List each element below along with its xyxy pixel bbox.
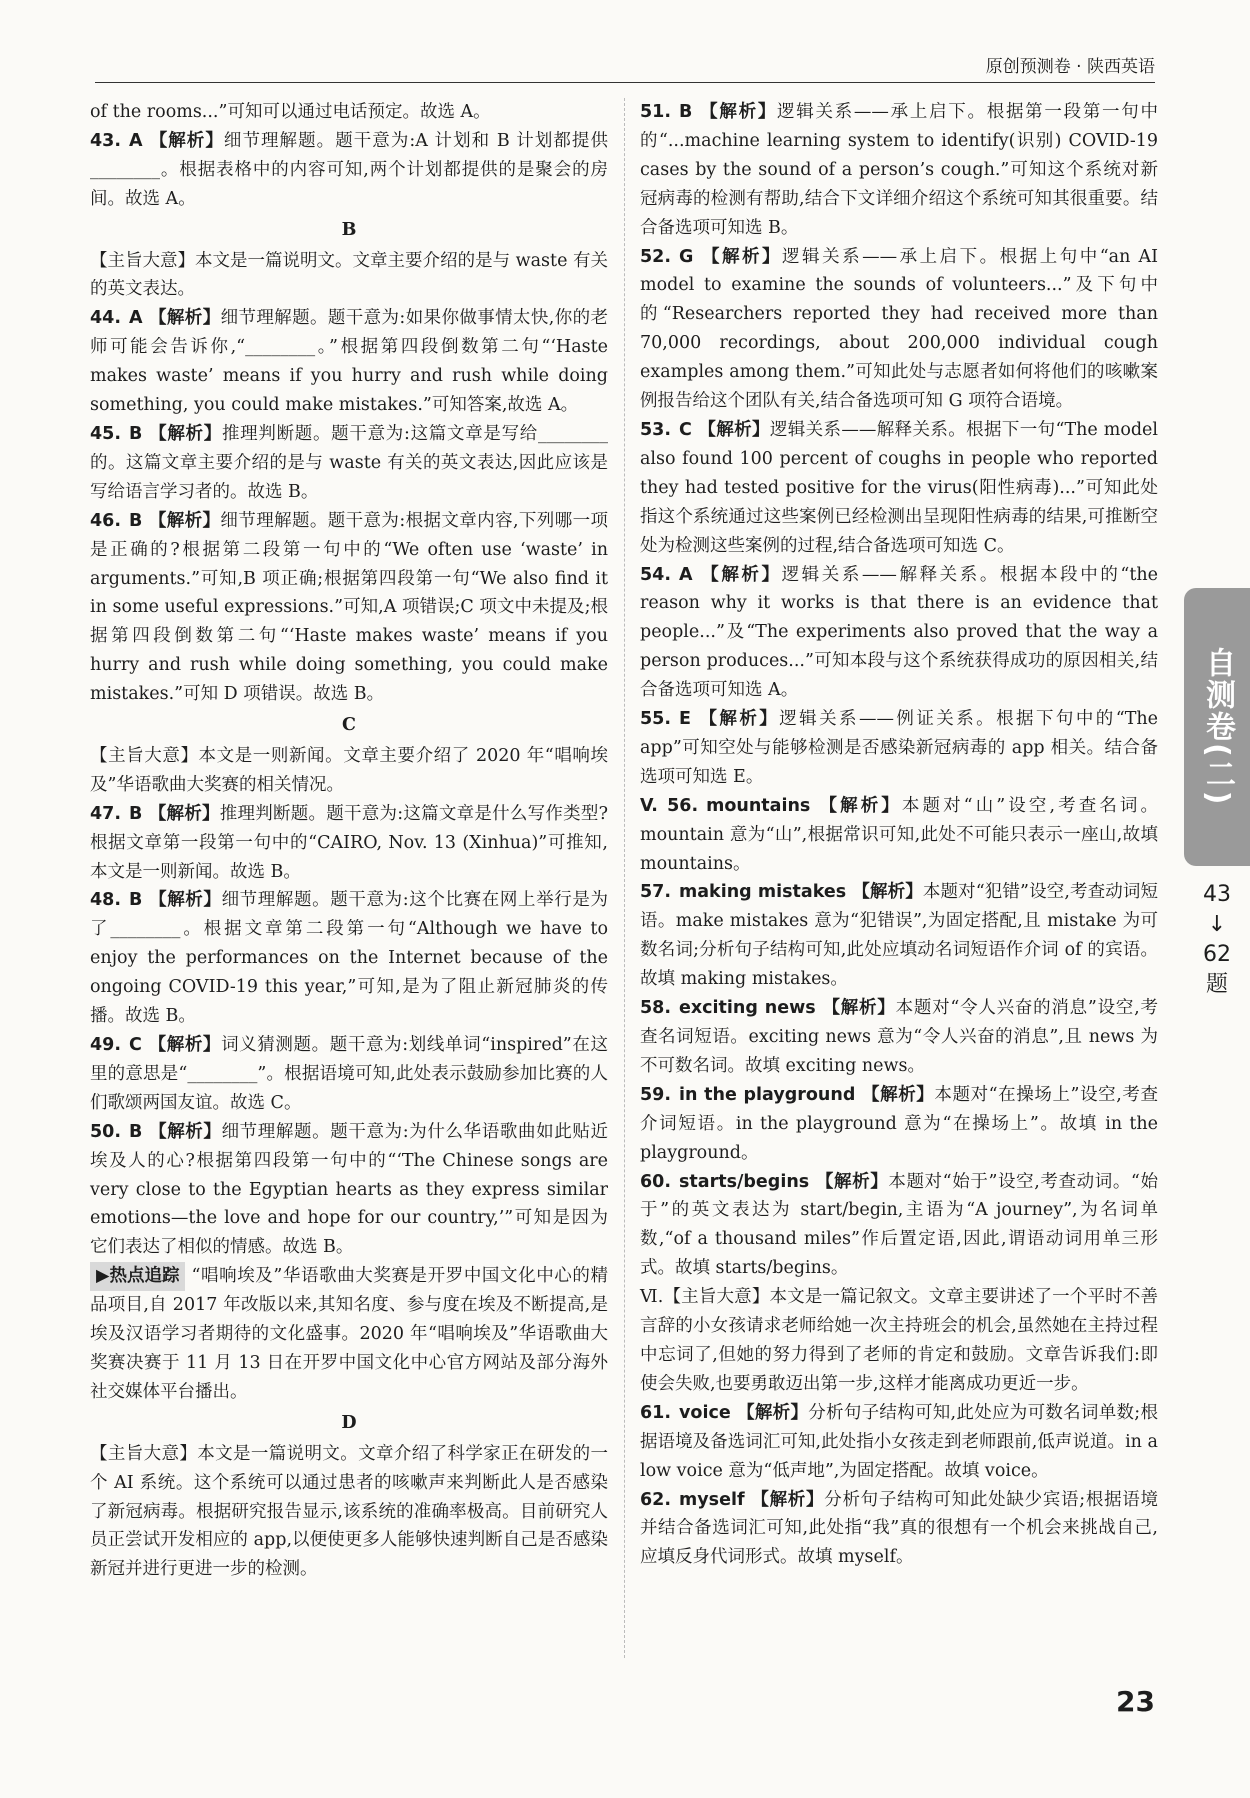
answer-item [90, 420, 608, 507]
right-column [640, 98, 1158, 1572]
answer-item [90, 886, 608, 1031]
answer-tag: B 【解析】 [129, 803, 220, 824]
answer-tag: in the playground 【解析】 [679, 1084, 935, 1105]
column-divider [624, 98, 625, 1658]
answer-tag: A 【解析】 [129, 308, 221, 329]
answer-tag: C 【解析】 [129, 1035, 222, 1055]
question-number: 55. [640, 709, 672, 730]
explanation-text: 细节理解题。题干意为:根据文章内容,下列哪一项是正确的?根据第二段第一句中的“We often use ‘waste’ in arguments.”可知,B 项正确;根据第四段第一句“We also find it in some useful expressions.”可知,A 项错误;C 项文中未提及;根据第四段倒数第二句“‘Haste makes waste’ means if you hurry and rush while doing something, you could make mistakes.”可知 D 项错误。故选 B。 [90, 510, 608, 705]
range-suffix: 题 [1205, 972, 1228, 997]
explanation-text: 细节理解题。题干意为:为什么华语歌曲如此贴近埃及人的心?根据第四段第一句中的“‘The Chinese songs are very close to the Egyptian hearts as they express similar emotions—the love and hope for our country,’”可知是因为它们表达了相似的情感。故选 B。 [90, 1121, 608, 1258]
explanation-text: 本题对“始于”设空,考查动词。“始于”的英文表达为 start/begin,主语为“A journey”,为名词单数,“of a thousand miles”作后置定语,因此,谓语动词用单三形式。故填 starts/begins。 [640, 1171, 1158, 1279]
explanation-text: 逻辑关系——解释关系。根据本段中的“the reason why it works is that there is an evidence that people...”及“The experiments also proved that the way a person produces...”可知本段与这个系统获得成功的原因相关,结合备选项可知选 A。 [640, 564, 1159, 701]
range-end: 62 [1203, 942, 1231, 967]
page-header: 原创预测卷 · 陕西英语 [985, 57, 1155, 77]
question-number: 57. [640, 882, 672, 903]
answer-item [90, 507, 608, 709]
explanation-text: 本题对“令人兴奋的消息”设空,考查名词短语。exciting news 意为“令人兴奋的消息”,且 news 为不可数名词。故填 exciting news。 [640, 998, 1158, 1076]
answer-tag: B 【解析】 [129, 510, 221, 531]
range-start: 43 [1203, 882, 1231, 907]
answer-item [90, 304, 608, 420]
question-number: 53. [640, 419, 672, 440]
answer-item [640, 561, 1158, 706]
question-number: 43. [90, 130, 122, 151]
explanation-text: 逻辑关系——承上启下。根据上句中“an AI model to examine the sounds of volunteers...”及下句中的“Researchers reported they had received more than 70,000 recordings, about 200,000 individual cough examples among them.”可知此处与志愿者如何将他们的咳嗽案例报告给这个团队有关,结合备选项可知 G 项符合语境。 [640, 246, 1159, 412]
hot-topic-text: “唱响埃及”华语歌曲大奖赛是开罗中国文化中心的精品项目,自 2017 年改版以来,其知名度、参与度在埃及不断提高,是埃及汉语学习者期待的文化盛事。2020 年“唱响埃及”华语歌曲大奖赛决赛于 11 月 13 日在开罗中国文化中心官方网站及部分海外社交媒体平台播出。 [90, 1266, 608, 1402]
answer-tag: E 【解析】 [679, 709, 780, 730]
question-number: 59. [640, 1084, 672, 1105]
section-heading: C [342, 715, 356, 736]
side-tab-label: 自测卷(二) [1200, 647, 1235, 807]
question-number: 52. [640, 246, 672, 267]
side-tab [1184, 588, 1250, 866]
answer-tag: A 【解析】 [129, 130, 224, 151]
answer-tag: A 【解析】 [679, 564, 782, 585]
explanation-text: 推理判断题。题干意为:这篇文章是写给________的。这篇文章主要介绍的是与 waste 有关的英文表达,因此应该是写给语言学习者的。故选 B。 [90, 423, 608, 502]
answer-tag: myself 【解析】 [679, 1489, 825, 1510]
explanation-text: 细节理解题。题干意为:A 计划和 B 计划都提供________。根据表格中的内容可知,两个计划都提供的是聚会的房间。故选 A。 [90, 130, 608, 209]
answer-tag: G 【解析】 [679, 246, 783, 267]
hot-topic-tag: ▶热点追踪 [90, 1262, 185, 1291]
summary-paragraph: 【主旨大意】本文是一则新闻。文章主要介绍了 2020 年“唱响埃及”华语歌曲大奖赛的相关情况。 [90, 745, 608, 795]
hot-topic-box [90, 1262, 608, 1407]
answer-item [640, 1168, 1158, 1284]
answer-item [640, 98, 1158, 243]
answer-item [90, 127, 608, 214]
explanation-text: 推理判断题。题干意为:这篇文章是什么写作类型?根据文章第一段第一句中的“CAIRO, Nov. 13 (Xinhua)”可推知,本文是一则新闻。故选 B。 [90, 803, 608, 882]
question-number: 60. [640, 1171, 672, 1192]
page-number: 23 [1116, 1685, 1155, 1718]
answer-item [640, 416, 1158, 561]
answer-tag: making mistakes 【解析】 [679, 882, 923, 903]
answer-tag: B 【解析】 [679, 102, 778, 122]
explanation-text: 本题对“山”设空,考查名词。mountain 意为“山”,根据常识可知,此处不可能只表示一座山,故填 mountains。 [640, 795, 1158, 874]
question-number: 48. [90, 890, 122, 911]
answer-item [640, 705, 1158, 792]
answer-item [640, 1399, 1158, 1486]
answer-item [640, 1081, 1158, 1168]
question-number: 54. [640, 564, 672, 585]
header-rule [95, 82, 1155, 83]
explanation-text: 本题对“犯错”设空,考查动词短语。make mistakes 意为“犯错误”,为固定搭配,且 mistake 为可数名词;分析句子结构可知,此处应填动名词短语作介词 of 的宾语。故填 making mistakes。 [640, 882, 1158, 990]
question-number: 47. [90, 803, 122, 824]
answer-item [90, 1031, 608, 1118]
question-number: 62. [640, 1489, 672, 1510]
answer-item [90, 800, 608, 887]
answer-item [640, 792, 1158, 879]
explanation-text: 词义猜测题。题干意为:划线单词“inspired”在这里的意思是“________”。根据语境可知,此处表示鼓励参加比赛的人们歌颂两国友谊。故选 C。 [90, 1035, 608, 1113]
question-number: 61. [640, 1402, 672, 1423]
answer-item [90, 1118, 608, 1263]
answer-item [640, 878, 1158, 994]
question-number: 44. [90, 308, 122, 329]
question-number: 49. [90, 1035, 122, 1055]
question-number: 45. [90, 423, 122, 444]
explanation-text: 逻辑关系——解释关系。根据下一句“The model also found 100 percent of coughs in people who reported they had tested positive for the virus(阳性病毒)...”可知此处指这个系统通过这些案例已经检测出呈现阳性病毒的结果,可推断空处为检测这些案例的过程,结合备选项可知选 C。 [640, 419, 1159, 556]
section-heading: D [341, 1412, 357, 1433]
explanation-text: 逻辑关系——承上启下。根据第一段第一句中的“...machine learning system to identify(识别) COVID-19 cases by the sound of a person’s cough.”可知这个系统对新冠病毒的检测有帮助,结合下文详细介绍这个系统可知其很重要。结合备选项可知选 B。 [640, 102, 1158, 238]
answer-item [640, 243, 1158, 416]
explanation-text: 本题对“在操场上”设空,考查介词短语。in the playground 意为“在操场上”。故填 in the playground。 [640, 1084, 1158, 1163]
down-arrow-icon: ↓ [1207, 912, 1227, 937]
answer-item [640, 1486, 1158, 1573]
answer-tag: starts/begins 【解析】 [679, 1171, 889, 1192]
answer-tag: B 【解析】 [129, 423, 222, 444]
answer-tag: mountains 【解析】 [706, 795, 902, 816]
answer-tag: C 【解析】 [679, 419, 770, 440]
explanation-text: 分析句子结构可知,此处应为可数名词单数;根据语境及备选词汇可知,此处指小女孩走到老师跟前,低声说道。in a low voice 意为“低声地”,为固定搭配。故填 voice。 [640, 1402, 1158, 1481]
question-number: 50. [90, 1121, 122, 1142]
explanation-text: 逻辑关系——例证关系。根据下句中的“The app”可知空处与能够检测是否感染新冠病毒的 app 相关。结合备选项可知选 E。 [640, 709, 1158, 787]
answer-tag: B 【解析】 [129, 1121, 222, 1142]
paragraph: of the rooms...”可知可以通过电话预定。故选 A。 [90, 102, 491, 122]
question-range [1192, 880, 1242, 1000]
answer-item [640, 994, 1158, 1081]
question-number: 58. [640, 998, 672, 1019]
explanation-text: 细节理解题。题干意为:如果你做事情太快,你的老师可能会告诉你,“________。”根据第四段倒数第二句“‘Haste makes waste’ means if you hurry and rush while doing something, you could make mistakes.”可知答案,故选 A。 [90, 308, 608, 416]
summary-paragraph: Ⅵ.【主旨大意】本文是一篇记叙文。文章主要讲述了一个平时不善言辞的小女孩请求老师给她一次主持班会的机会,虽然她在主持过程中忘词了,但她的努力得到了老师的肯定和鼓励。文章告诉我们:即使会失败,也要勇敢迈出第一步,这样才能离成功更近一步。 [640, 1287, 1158, 1394]
explanation-text: 分析句子结构可知此处缺少宾语;根据语境并结合备选词汇可知,此处指“我”真的很想有一个机会来挑战自己,应填反身代词形式。故填 myself。 [640, 1489, 1158, 1568]
question-number: 51. [640, 102, 672, 122]
answer-tag: B 【解析】 [129, 890, 222, 911]
summary-paragraph: 【主旨大意】本文是一篇说明文。文章介绍了科学家正在研发的一个 AI 系统。这个系统可以通过患者的咳嗽声来判断此人是否感染了新冠病毒。根据研究报告显示,该系统的准确率极高。目前研究人员正尝试开发相应的 app,以便使更多人能够快速判断自己是否感染新冠并进行更进一步的检测。 [90, 1443, 608, 1580]
section-heading: B [341, 219, 357, 240]
question-number: V. 56. [640, 795, 699, 816]
answer-tag: voice 【解析】 [679, 1402, 809, 1423]
left-column [90, 98, 608, 1584]
question-number: 46. [90, 510, 122, 531]
summary-paragraph: 【主旨大意】本文是一篇说明文。文章主要介绍的是与 waste 有关的英文表达。 [90, 250, 608, 300]
answer-tag: exciting news 【解析】 [679, 998, 896, 1019]
explanation-text: 细节理解题。题干意为:这个比赛在网上举行是为了________。根据文章第二段第一句“Although we have to enjoy the performances on the Internet because of the ongoing COVID-19 this year,”可知,是为了阻止新冠肺炎的传播。故选 B。 [90, 890, 608, 1027]
